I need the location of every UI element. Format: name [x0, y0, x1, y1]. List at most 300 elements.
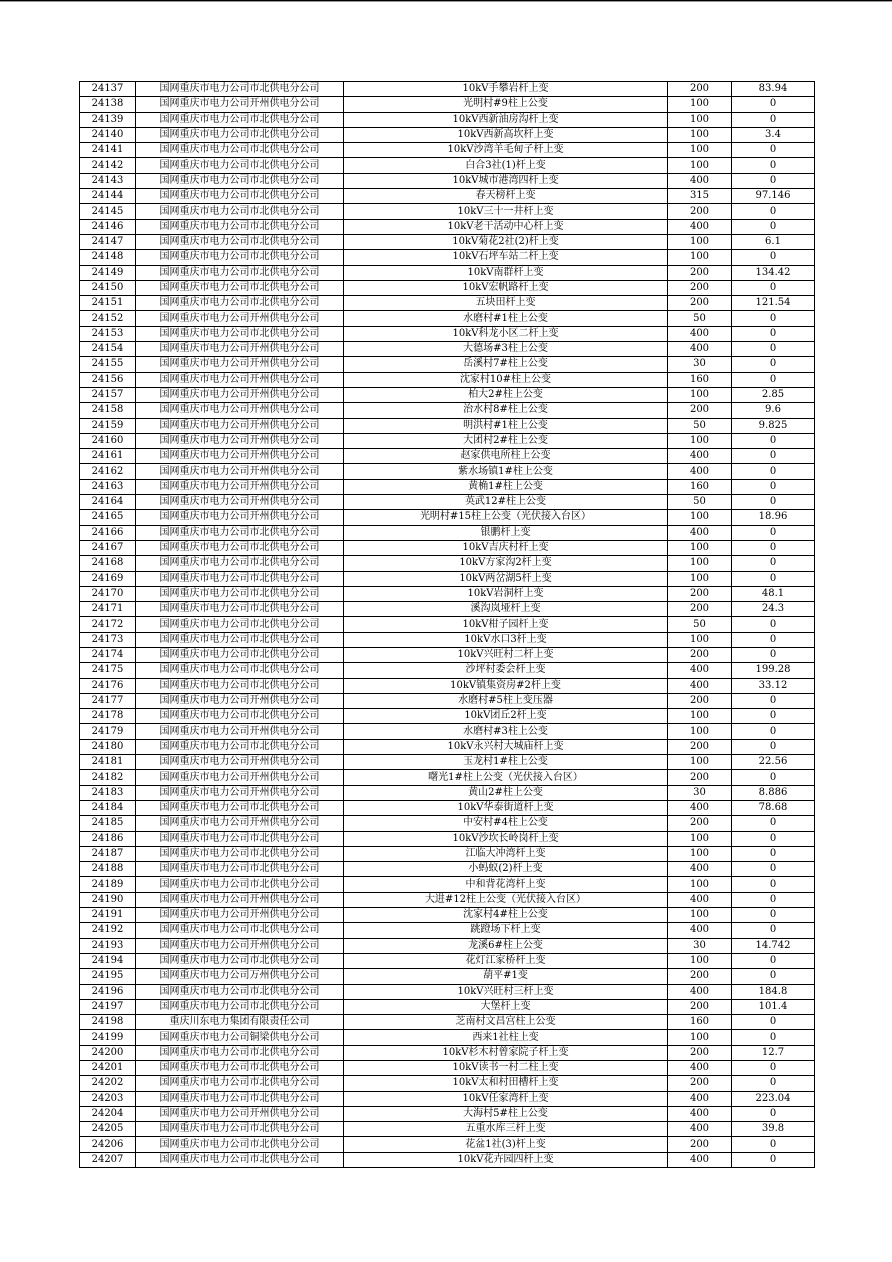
value-cell: 0: [732, 647, 815, 662]
company-cell: 国网重庆市电力公司市北供电分公司: [136, 1076, 344, 1091]
transformer-name-cell: 10kV杉木村曾家院子杆上变: [344, 1045, 668, 1060]
transformer-name-cell: 10kV科龙小区二杆上变: [344, 326, 668, 341]
value-cell: 0: [732, 143, 815, 158]
value-cell: 3.4: [732, 127, 815, 142]
company-cell: 国网重庆市电力公司开州供电分公司: [136, 770, 344, 785]
transformer-name-cell: 沈家村4#柱上公变: [344, 908, 668, 923]
row-id-cell: 24201: [80, 1061, 136, 1076]
value-cell: 0: [732, 464, 815, 479]
table-row: [80, 250, 815, 265]
page-top-shadow: [0, 1, 892, 2]
row-id-cell: 24172: [80, 617, 136, 632]
table-row: [80, 1091, 815, 1106]
transformer-name-cell: 10kV老干活动中心杆上变: [344, 219, 668, 234]
value-cell: 0: [732, 1015, 815, 1030]
table-row: [80, 938, 815, 953]
company-cell: 国网重庆市电力公司市北供电分公司: [136, 189, 344, 204]
table-row: [80, 97, 815, 112]
capacity-cell: 400: [668, 1091, 732, 1106]
value-cell: 0: [732, 556, 815, 571]
capacity-cell: 160: [668, 479, 732, 494]
table-row: [80, 846, 815, 861]
company-cell: 国网重庆市电力公司市北供电分公司: [136, 326, 344, 341]
capacity-cell: 100: [668, 433, 732, 448]
capacity-cell: 30: [668, 938, 732, 953]
company-cell: 国网重庆市电力公司市北供电分公司: [136, 250, 344, 265]
table-row: [80, 525, 815, 540]
table-row: [80, 1030, 815, 1045]
row-id-cell: 24182: [80, 770, 136, 785]
row-id-cell: 24174: [80, 647, 136, 662]
table-row: [80, 127, 815, 142]
company-cell: 国网重庆市电力公司开州供电分公司: [136, 433, 344, 448]
value-cell: 0: [732, 204, 815, 219]
value-cell: 9.825: [732, 418, 815, 433]
company-cell: 国网重庆市电力公司开州供电分公司: [136, 387, 344, 402]
value-cell: 0: [732, 449, 815, 464]
capacity-cell: 200: [668, 647, 732, 662]
row-id-cell: 24193: [80, 938, 136, 953]
value-cell: 0: [732, 724, 815, 739]
transformer-name-cell: 10kV宏帆路杆上变: [344, 280, 668, 295]
table-row: [80, 923, 815, 938]
capacity-cell: 50: [668, 311, 732, 326]
company-cell: 国网重庆市电力公司市北供电分公司: [136, 678, 344, 693]
transformer-name-cell: 中安村#4柱上公变: [344, 816, 668, 831]
transformer-name-cell: 10kV镇集资房#2杆上变: [344, 678, 668, 693]
table-row: [80, 433, 815, 448]
row-id-cell: 24137: [80, 82, 136, 97]
company-cell: 国网重庆市电力公司开州供电分公司: [136, 724, 344, 739]
transformer-name-cell: 大海村5#柱上公变: [344, 1106, 668, 1121]
capacity-cell: 200: [668, 770, 732, 785]
table-row: [80, 1076, 815, 1091]
transformer-name-cell: 花盆1社(3)杆上变: [344, 1137, 668, 1152]
transformer-name-cell: 溪沟岚垭杆上变: [344, 602, 668, 617]
transformer-table: [79, 81, 815, 1168]
capacity-cell: 200: [668, 969, 732, 984]
transformer-name-cell: 光明村#9柱上公变: [344, 97, 668, 112]
capacity-cell: 100: [668, 97, 732, 112]
table-row: [80, 1152, 815, 1167]
row-id-cell: 24141: [80, 143, 136, 158]
table-row: [80, 953, 815, 968]
company-cell: 国网重庆市电力公司市北供电分公司: [136, 265, 344, 280]
table-row: [80, 632, 815, 647]
transformer-name-cell: 曙光1#柱上公变（光伏接入台区）: [344, 770, 668, 785]
row-id-cell: 24183: [80, 785, 136, 800]
table-row: [80, 449, 815, 464]
company-cell: 国网重庆市电力公司开州供电分公司: [136, 816, 344, 831]
transformer-name-cell: 水磨村#5柱上变压器: [344, 693, 668, 708]
transformer-name-cell: 10kV太和村田槽杆上变: [344, 1076, 668, 1091]
table-row: [80, 678, 815, 693]
table-row: [80, 739, 815, 754]
row-id-cell: 24198: [80, 1015, 136, 1030]
value-cell: 0: [732, 1152, 815, 1167]
value-cell: 0: [732, 1030, 815, 1045]
company-cell: 国网重庆市电力公司开州供电分公司: [136, 755, 344, 770]
capacity-cell: 200: [668, 816, 732, 831]
table-row: [80, 816, 815, 831]
table-row: [80, 693, 815, 708]
value-cell: 0: [732, 816, 815, 831]
capacity-cell: 200: [668, 1137, 732, 1152]
company-cell: 国网重庆市电力公司市北供电分公司: [136, 663, 344, 678]
transformer-name-cell: 英武12#柱上公变: [344, 495, 668, 510]
capacity-cell: 50: [668, 418, 732, 433]
transformer-name-cell: 五重水库三杆上变: [344, 1122, 668, 1137]
company-cell: 国网重庆市电力公司开州供电分公司: [136, 418, 344, 433]
table-row: [80, 173, 815, 188]
capacity-cell: 200: [668, 280, 732, 295]
capacity-cell: 400: [668, 449, 732, 464]
capacity-cell: 200: [668, 693, 732, 708]
table-row: [80, 892, 815, 907]
table-row: [80, 265, 815, 280]
capacity-cell: 400: [668, 1152, 732, 1167]
capacity-cell: 100: [668, 234, 732, 249]
table-row: [80, 311, 815, 326]
value-cell: 83.94: [732, 82, 815, 97]
capacity-cell: 400: [668, 892, 732, 907]
capacity-cell: 200: [668, 296, 732, 311]
row-id-cell: 24205: [80, 1122, 136, 1137]
row-id-cell: 24179: [80, 724, 136, 739]
company-cell: 国网重庆市电力公司市北供电分公司: [136, 204, 344, 219]
transformer-table-body: [80, 82, 815, 1168]
value-cell: 12.7: [732, 1045, 815, 1060]
transformer-name-cell: 赵家供电所柱上公变: [344, 449, 668, 464]
table-row: [80, 357, 815, 372]
transformer-name-cell: 10kV永兴村大城庙杆上变: [344, 739, 668, 754]
row-id-cell: 24162: [80, 464, 136, 479]
company-cell: 国网重庆市电力公司市北供电分公司: [136, 1152, 344, 1167]
company-cell: 国网重庆市电力公司市北供电分公司: [136, 143, 344, 158]
capacity-cell: 100: [668, 387, 732, 402]
row-id-cell: 24196: [80, 984, 136, 999]
row-id-cell: 24159: [80, 418, 136, 433]
table-row: [80, 709, 815, 724]
capacity-cell: 200: [668, 739, 732, 754]
table-row: [80, 602, 815, 617]
transformer-name-cell: 花灯江家桥杆上变: [344, 953, 668, 968]
value-cell: 6.1: [732, 234, 815, 249]
table-row: [80, 755, 815, 770]
row-id-cell: 24144: [80, 189, 136, 204]
table-row: [80, 234, 815, 249]
table-row: [80, 877, 815, 892]
transformer-name-cell: 江临大冲湾杆上变: [344, 846, 668, 861]
row-id-cell: 24142: [80, 158, 136, 173]
transformer-name-cell: 10kV沙湾羊毛甸子杆上变: [344, 143, 668, 158]
row-id-cell: 24185: [80, 816, 136, 831]
row-id-cell: 24199: [80, 1030, 136, 1045]
table-row: [80, 571, 815, 586]
transformer-name-cell: 黄桷1#柱上公变: [344, 479, 668, 494]
transformer-name-cell: 葫平#1变: [344, 969, 668, 984]
company-cell: 国网重庆市电力公司市北供电分公司: [136, 1061, 344, 1076]
value-cell: 18.96: [732, 510, 815, 525]
transformer-name-cell: 小蚂蚁(2)杆上变: [344, 862, 668, 877]
value-cell: 0: [732, 831, 815, 846]
company-cell: 国网重庆市电力公司市北供电分公司: [136, 953, 344, 968]
capacity-cell: 100: [668, 1030, 732, 1045]
value-cell: 0: [732, 525, 815, 540]
transformer-name-cell: 10kV兴旺村三杆上变: [344, 984, 668, 999]
table-row: [80, 1106, 815, 1121]
value-cell: 48.1: [732, 586, 815, 601]
transformer-name-cell: 芝南村文昌宫柱上公变: [344, 1015, 668, 1030]
table-row: [80, 999, 815, 1014]
company-cell: 国网重庆市电力公司市北供电分公司: [136, 525, 344, 540]
row-id-cell: 24207: [80, 1152, 136, 1167]
transformer-name-cell: 10kV菊花2社(2)杆上变: [344, 234, 668, 249]
capacity-cell: 315: [668, 189, 732, 204]
capacity-cell: 100: [668, 877, 732, 892]
transformer-name-cell: 大堡杆上变: [344, 999, 668, 1014]
table-row: [80, 617, 815, 632]
company-cell: 国网重庆市电力公司开州供电分公司: [136, 311, 344, 326]
company-cell: 国网重庆市电力公司市北供电分公司: [136, 709, 344, 724]
value-cell: 0: [732, 923, 815, 938]
value-cell: 0: [732, 173, 815, 188]
capacity-cell: 30: [668, 357, 732, 372]
table-row: [80, 372, 815, 387]
company-cell: 重庆川东电力集团有限责任公司: [136, 1015, 344, 1030]
table-row: [80, 1137, 815, 1152]
table-row: [80, 1015, 815, 1030]
value-cell: 0: [732, 479, 815, 494]
row-id-cell: 24181: [80, 755, 136, 770]
transformer-name-cell: 10kV花卉园四杆上变: [344, 1152, 668, 1167]
company-cell: 国网重庆市电力公司市北供电分公司: [136, 632, 344, 647]
company-cell: 国网重庆市电力公司开州供电分公司: [136, 449, 344, 464]
table-row: [80, 586, 815, 601]
table-row: [80, 296, 815, 311]
capacity-cell: 400: [668, 326, 732, 341]
value-cell: 0: [732, 540, 815, 555]
capacity-cell: 100: [668, 908, 732, 923]
table-row: [80, 647, 815, 662]
transformer-name-cell: 10kV兴旺村二杆上变: [344, 647, 668, 662]
transformer-name-cell: 大德场#3柱上公变: [344, 342, 668, 357]
row-id-cell: 24190: [80, 892, 136, 907]
transformer-name-cell: 柏大2#柱上公变: [344, 387, 668, 402]
value-cell: 0: [732, 693, 815, 708]
value-cell: 0: [732, 877, 815, 892]
row-id-cell: 24152: [80, 311, 136, 326]
value-cell: 33.12: [732, 678, 815, 693]
table-row: [80, 556, 815, 571]
transformer-name-cell: 大团村2#柱上公变: [344, 433, 668, 448]
company-cell: 国网重庆市电力公司市北供电分公司: [136, 617, 344, 632]
table-row: [80, 724, 815, 739]
capacity-cell: 400: [668, 525, 732, 540]
capacity-cell: 400: [668, 1061, 732, 1076]
table-row: [80, 479, 815, 494]
row-id-cell: 24155: [80, 357, 136, 372]
value-cell: 121.54: [732, 296, 815, 311]
company-cell: 国网重庆市电力公司市北供电分公司: [136, 647, 344, 662]
value-cell: 39.8: [732, 1122, 815, 1137]
capacity-cell: 100: [668, 755, 732, 770]
company-cell: 国网重庆市电力公司市北供电分公司: [136, 846, 344, 861]
row-id-cell: 24167: [80, 540, 136, 555]
capacity-cell: 100: [668, 831, 732, 846]
transformer-name-cell: 10kV西新油房沟杆上变: [344, 112, 668, 127]
table-row: [80, 326, 815, 341]
value-cell: 22.56: [732, 755, 815, 770]
transformer-name-cell: 玉龙村1#柱上公变: [344, 755, 668, 770]
value-cell: 0: [732, 617, 815, 632]
capacity-cell: 200: [668, 1076, 732, 1091]
value-cell: 2.85: [732, 387, 815, 402]
capacity-cell: 100: [668, 632, 732, 647]
company-cell: 国网重庆市电力公司市北供电分公司: [136, 1045, 344, 1060]
transformer-name-cell: 10kV城市港湾四杆上变: [344, 173, 668, 188]
capacity-cell: 400: [668, 219, 732, 234]
value-cell: 9.6: [732, 403, 815, 418]
value-cell: 24.3: [732, 602, 815, 617]
transformer-name-cell: 跳蹬场下杆上变: [344, 923, 668, 938]
table-row: [80, 785, 815, 800]
company-cell: 国网重庆市电力公司市北供电分公司: [136, 540, 344, 555]
capacity-cell: 100: [668, 510, 732, 525]
row-id-cell: 24143: [80, 173, 136, 188]
transformer-name-cell: 水磨村#1柱上公变: [344, 311, 668, 326]
row-id-cell: 24176: [80, 678, 136, 693]
value-cell: 0: [732, 1076, 815, 1091]
company-cell: 国网重庆市电力公司开州供电分公司: [136, 403, 344, 418]
capacity-cell: 50: [668, 617, 732, 632]
company-cell: 国网重庆市电力公司市北供电分公司: [136, 923, 344, 938]
row-id-cell: 24170: [80, 586, 136, 601]
value-cell: 0: [732, 357, 815, 372]
table-row: [80, 663, 815, 678]
value-cell: 0: [732, 632, 815, 647]
transformer-name-cell: 沈家村10#柱上公变: [344, 372, 668, 387]
value-cell: 101.4: [732, 999, 815, 1014]
value-cell: 0: [732, 250, 815, 265]
row-id-cell: 24171: [80, 602, 136, 617]
row-id-cell: 24148: [80, 250, 136, 265]
row-id-cell: 24164: [80, 495, 136, 510]
transformer-name-cell: 10kV方家沟2杆上变: [344, 556, 668, 571]
table-row: [80, 1122, 815, 1137]
table-row: [80, 495, 815, 510]
value-cell: 184.8: [732, 984, 815, 999]
transformer-name-cell: 10kV团丘2杆上变: [344, 709, 668, 724]
company-cell: 国网重庆市电力公司市北供电分公司: [136, 1137, 344, 1152]
transformer-name-cell: 10kV吉庆村杆上变: [344, 540, 668, 555]
company-cell: 国网重庆市电力公司市北供电分公司: [136, 1122, 344, 1137]
row-id-cell: 24156: [80, 372, 136, 387]
company-cell: 国网重庆市电力公司市北供电分公司: [136, 219, 344, 234]
company-cell: 国网重庆市电力公司开州供电分公司: [136, 1106, 344, 1121]
company-cell: 国网重庆市电力公司市北供电分公司: [136, 296, 344, 311]
value-cell: 0: [732, 372, 815, 387]
company-cell: 国网重庆市电力公司市北供电分公司: [136, 280, 344, 295]
table-row: [80, 204, 815, 219]
row-id-cell: 24204: [80, 1106, 136, 1121]
company-cell: 国网重庆市电力公司市北供电分公司: [136, 82, 344, 97]
transformer-name-cell: 10kV三十一井杆上变: [344, 204, 668, 219]
capacity-cell: 400: [668, 923, 732, 938]
value-cell: 0: [732, 158, 815, 173]
capacity-cell: 100: [668, 250, 732, 265]
capacity-cell: 200: [668, 586, 732, 601]
capacity-cell: 200: [668, 403, 732, 418]
capacity-cell: 30: [668, 785, 732, 800]
transformer-name-cell: 五块田杆上变: [344, 296, 668, 311]
transformer-name-cell: 明洪村#1柱上公变: [344, 418, 668, 433]
value-cell: 0: [732, 495, 815, 510]
value-cell: 0: [732, 311, 815, 326]
company-cell: 国网重庆市电力公司万州供电分公司: [136, 969, 344, 984]
transformer-name-cell: 治水村8#柱上公变: [344, 403, 668, 418]
row-id-cell: 24161: [80, 449, 136, 464]
capacity-cell: 400: [668, 173, 732, 188]
row-id-cell: 24169: [80, 571, 136, 586]
transformer-name-cell: 光明村#15柱上公变（光伏接入台区）: [344, 510, 668, 525]
table-row: [80, 464, 815, 479]
transformer-name-cell: 10kV柑子园杆上变: [344, 617, 668, 632]
row-id-cell: 24197: [80, 999, 136, 1014]
transformer-name-cell: 10kV读书一村二柱上变: [344, 1061, 668, 1076]
company-cell: 国网重庆市电力公司开州供电分公司: [136, 785, 344, 800]
company-cell: 国网重庆市电力公司市北供电分公司: [136, 984, 344, 999]
row-id-cell: 24165: [80, 510, 136, 525]
row-id-cell: 24187: [80, 846, 136, 861]
value-cell: 97.146: [732, 189, 815, 204]
row-id-cell: 24160: [80, 433, 136, 448]
capacity-cell: 100: [668, 709, 732, 724]
table-row: [80, 219, 815, 234]
row-id-cell: 24158: [80, 403, 136, 418]
capacity-cell: 200: [668, 204, 732, 219]
row-id-cell: 24200: [80, 1045, 136, 1060]
company-cell: 国网重庆市电力公司市北供电分公司: [136, 800, 344, 815]
company-cell: 国网重庆市电力公司市北供电分公司: [136, 234, 344, 249]
transformer-name-cell: 10kV华泰街道杆上变: [344, 800, 668, 815]
value-cell: 0: [732, 739, 815, 754]
company-cell: 国网重庆市电力公司开州供电分公司: [136, 357, 344, 372]
table-row: [80, 1045, 815, 1060]
row-id-cell: 24194: [80, 953, 136, 968]
transformer-name-cell: 沙坪村委会杆上变: [344, 663, 668, 678]
company-cell: 国网重庆市电力公司开州供电分公司: [136, 938, 344, 953]
company-cell: 国网重庆市电力公司开州供电分公司: [136, 693, 344, 708]
value-cell: 0: [732, 770, 815, 785]
capacity-cell: 100: [668, 158, 732, 173]
row-id-cell: 24139: [80, 112, 136, 127]
row-id-cell: 24184: [80, 800, 136, 815]
table-row: [80, 189, 815, 204]
company-cell: 国网重庆市电力公司市北供电分公司: [136, 739, 344, 754]
capacity-cell: 400: [668, 342, 732, 357]
transformer-name-cell: 银鹏杆上变: [344, 525, 668, 540]
capacity-cell: 200: [668, 265, 732, 280]
capacity-cell: 100: [668, 724, 732, 739]
row-id-cell: 24168: [80, 556, 136, 571]
row-id-cell: 24145: [80, 204, 136, 219]
table-row: [80, 800, 815, 815]
row-id-cell: 24151: [80, 296, 136, 311]
table-row: [80, 969, 815, 984]
capacity-cell: 400: [668, 1122, 732, 1137]
row-id-cell: 24188: [80, 862, 136, 877]
